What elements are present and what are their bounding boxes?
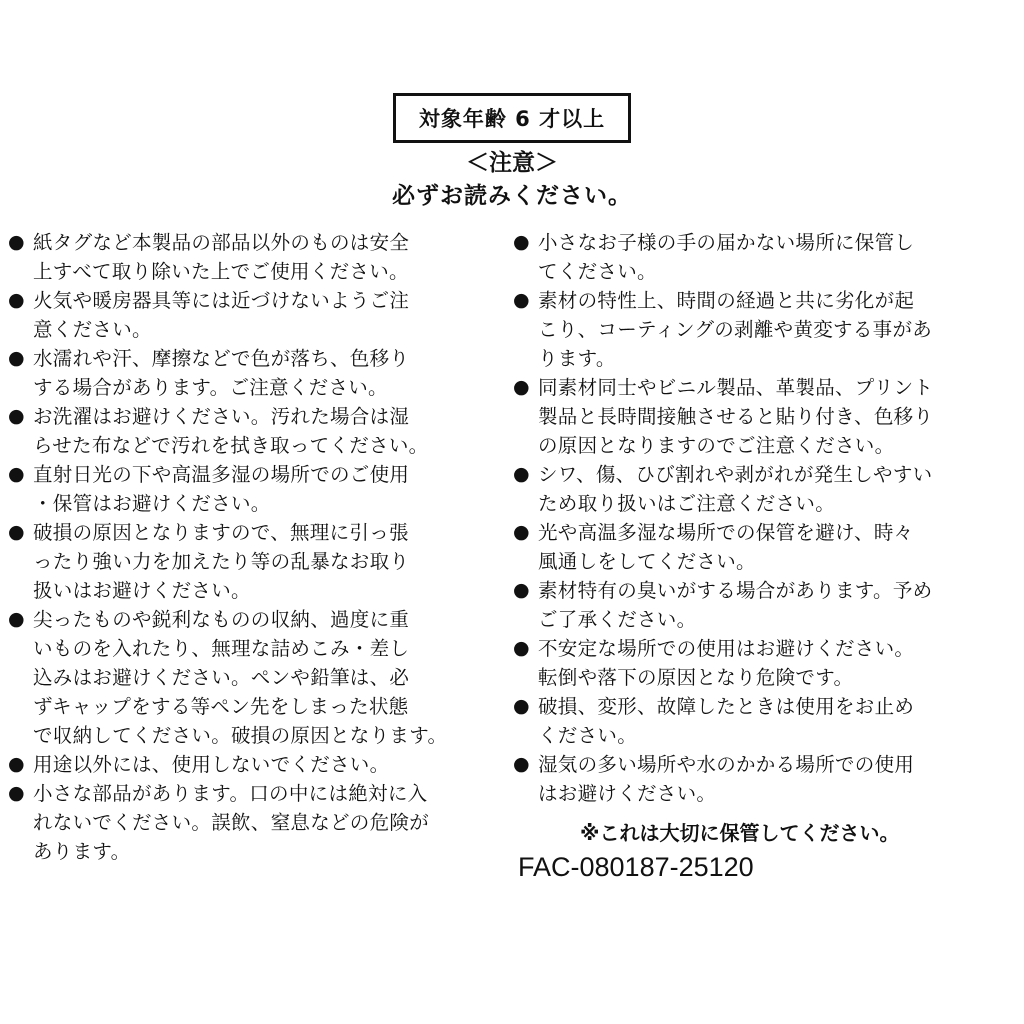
- caution-item-line: ずキャップをする等ペン先をしまった状態: [33, 695, 409, 718]
- bullet-icon: ●: [8, 782, 25, 804]
- caution-item-line: 扱いはお避けください。: [33, 579, 251, 602]
- caution-item-line: 尖ったものや鋭利なものの収納、過度に重: [33, 608, 410, 631]
- caution-item-line: 製品と長時間接触させると貼り付き、色移り: [538, 405, 934, 428]
- caution-item-line: 火気や暖房器具等には近づけないようご注: [33, 289, 410, 312]
- bullet-icon: ●: [513, 231, 530, 253]
- caution-item: [513, 692, 1013, 750]
- caution-item-line: らせた布などで汚れを拭き取ってください。: [33, 434, 429, 457]
- bullet-icon: ●: [513, 289, 530, 311]
- caution-item: [8, 460, 506, 518]
- caution-item-line: ため取り扱いはご注意ください。: [538, 492, 836, 515]
- caution-list-right: [513, 228, 1013, 808]
- caution-item: [513, 228, 1013, 286]
- caution-item: [8, 344, 506, 402]
- caution-item-line: ご了承ください。: [538, 608, 697, 631]
- caution-item-line: 用途以外には、使用しないでください。: [33, 753, 390, 776]
- caution-item-line: 破損の原因となりますので、無理に引っ張: [33, 521, 409, 544]
- target-age-box: [393, 93, 631, 143]
- caution-item: [513, 576, 1013, 634]
- caution-item: [8, 605, 506, 750]
- product-code: FAC-080187-25120: [518, 852, 754, 882]
- caution-item-line: れないでください。誤飲、窒息などの危険が: [33, 811, 430, 834]
- caution-item: [513, 286, 1013, 373]
- bullet-icon: ●: [8, 347, 25, 369]
- bullet-icon: ●: [513, 695, 530, 717]
- caution-item-line: 転倒や落下の原因となり危険です。: [538, 666, 854, 689]
- caution-item-line: 込みはお避けください。ペンや鉛筆は、必: [33, 666, 410, 689]
- caution-item-line: いものを入れたり、無理な詰めこみ・差し: [33, 637, 410, 660]
- caution-item: [8, 750, 506, 779]
- caution-item-line: 不安定な場所での使用はお避けください。: [538, 637, 915, 660]
- bullet-icon: ●: [8, 289, 25, 311]
- caution-item-line: 小さな部品があります。口の中には絶対に入: [33, 782, 428, 805]
- bullet-icon: ●: [513, 579, 530, 601]
- caution-item-line: てください。: [538, 260, 657, 283]
- bullet-icon: ●: [513, 376, 530, 398]
- caution-item-line: こり、コーティングの剥離や黄変する事があ: [538, 318, 933, 341]
- keep-notice: ※これは大切に保管してください。: [580, 821, 900, 845]
- caution-item-line: はお避けください。: [538, 782, 717, 805]
- caution-item-line: 小さなお子様の手の届かない場所に保管し: [538, 231, 915, 254]
- caution-item: [8, 228, 506, 286]
- caution-item-line: シワ、傷、ひび割れや剥がれが発生しやすい: [538, 463, 933, 486]
- bullet-icon: ●: [8, 753, 25, 775]
- caution-item: [8, 779, 506, 866]
- bullet-icon: ●: [513, 637, 530, 659]
- caution-item-line: 意ください。: [33, 318, 152, 341]
- target-age-label: 対象年齢 6 才以上: [418, 107, 606, 131]
- caution-item-line: 直射日光の下や高温多湿の場所でのご使用: [33, 463, 410, 486]
- caution-item-line: ったり強い力を加えたり等の乱暴なお取り: [33, 550, 410, 573]
- caution-item-line: 水濡れや汗、摩擦などで色が落ち、色移り: [33, 347, 410, 370]
- caution-item-line: 風通しをしてください。: [538, 550, 756, 573]
- bullet-icon: ●: [8, 231, 25, 253]
- bullet-icon: ●: [513, 521, 530, 543]
- caution-item-line: する場合があります。ご注意ください。: [33, 376, 388, 399]
- caution-item: [513, 750, 1013, 808]
- bullet-icon: ●: [8, 405, 25, 427]
- caution-item-line: 同素材同士やビニル製品、革製品、プリント: [538, 376, 934, 399]
- caution-item-line: 素材の特性上、時間の経過と共に劣化が起: [538, 289, 915, 312]
- caution-item-line: で収納してください。破損の原因となります。: [33, 724, 448, 747]
- caution-item: [513, 518, 1013, 576]
- caution-item-line: あります。: [33, 840, 131, 863]
- caution-item: [513, 634, 1013, 692]
- caution-list-left: [8, 228, 506, 866]
- caution-item-line: 上すべて取り除いた上でご使用ください。: [33, 260, 409, 283]
- caution-item-line: 紙タグなど本製品の部品以外のものは安全: [33, 231, 410, 254]
- caution-item-line: の原因となりますのでご注意ください。: [538, 434, 895, 457]
- caution-item: [513, 373, 1013, 460]
- bullet-icon: ●: [8, 521, 25, 543]
- caution-item-line: ります。: [538, 347, 616, 370]
- caution-item: [8, 286, 506, 344]
- bullet-icon: ●: [8, 463, 25, 485]
- caution-item: [8, 518, 506, 605]
- caution-item-line: 素材特有の臭いがする場合があります。予め: [538, 579, 933, 602]
- caution-item-line: ください。: [538, 724, 638, 747]
- caution-subheading: 必ずお読みください。: [392, 183, 632, 209]
- caution-item: [8, 402, 506, 460]
- caution-item-line: 湿気の多い場所や水のかかる場所での使用: [538, 753, 915, 776]
- caution-item-line: 破損、変形、故障したときは使用をお止め: [538, 695, 915, 718]
- bullet-icon: ●: [513, 463, 530, 485]
- caution-item-line: 光や高温多湿な場所での保管を避け、時々: [538, 521, 914, 544]
- caution-heading: ＜注意＞: [466, 150, 558, 176]
- caution-item-line: ・保管はお避けください。: [33, 492, 271, 515]
- bullet-icon: ●: [513, 753, 530, 775]
- caution-item: [513, 460, 1013, 518]
- bullet-icon: ●: [8, 608, 25, 630]
- caution-item-line: お洗濯はお避けください。汚れた場合は湿: [33, 405, 410, 428]
